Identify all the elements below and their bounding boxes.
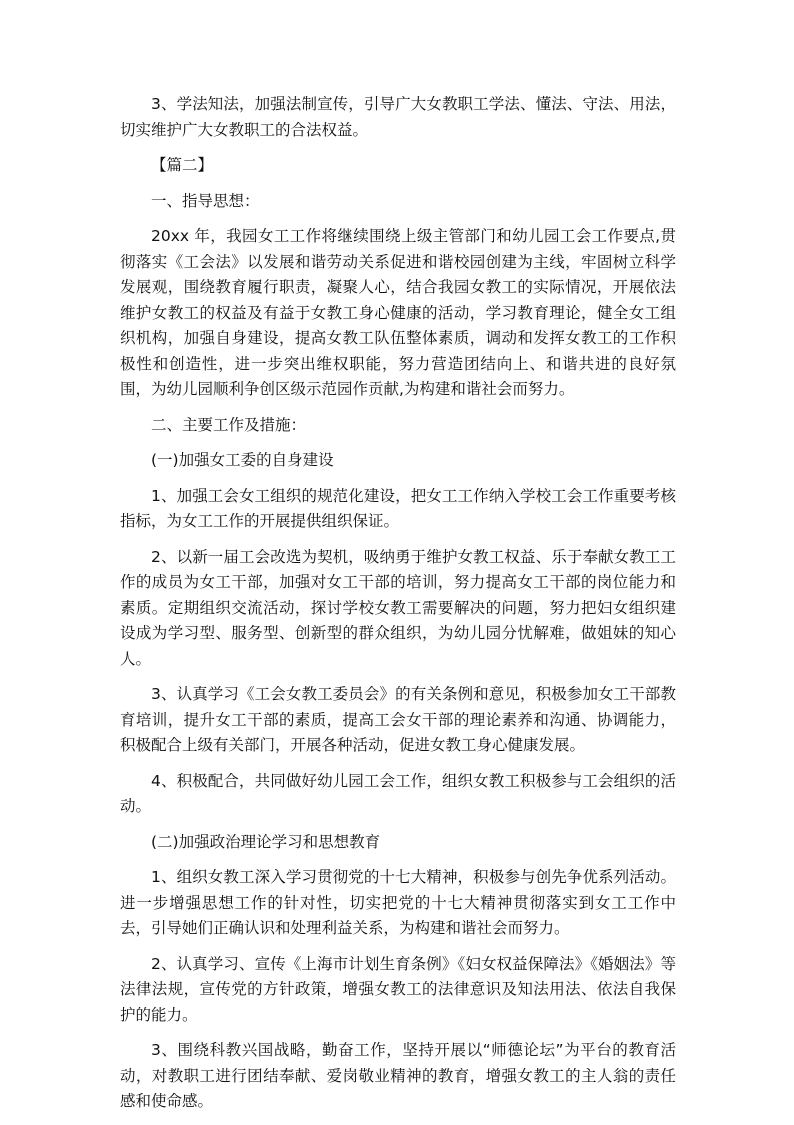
paragraph-item-1: 1、加强工会女工组织的规范化建设，把女工工作纳入学校工会工作重要考核指标，为女工工作的开展提供组织保证。 xyxy=(120,486,676,530)
heading-guiding-ideology: 一、指导思想： xyxy=(151,191,260,210)
subheading-political-study: (二)加强政治理论学习和思想教育 xyxy=(151,832,381,851)
paragraph-political-item-3: 3、围绕科教兴国战略，勤奋工作，坚持开展以“师德论坛”为平台的教育活动，对教职工进行团结奉献、爱岗敬业精神的教育，增强女教工的主人翁的责任感和使命感。 xyxy=(120,1041,676,1110)
section-title-part-two: 【篇二】 xyxy=(151,156,214,174)
paragraph-political-item-2: 2、认真学习、宣传《上海市计划生育条例》《妇女权益保障法》《婚姻法》等法律法规，宣传党的方针政策，增强女教工的法律意识及知法用法、依法自我保护的能力。 xyxy=(120,954,676,1024)
heading-main-work: 二、主要工作及措施： xyxy=(151,415,307,434)
paragraph-guiding-ideology: 20xx 年，我园女工工作将继续围绕上级主管部门和幼儿园工会工作要点,贯彻落实《工会法》以发展和谐劳动关系促进和谐校园创建为主线，牢固树立科学发展观，围绕教育履行职责，凝聚人心，结合我园女教工的实际情况，开展依法维护女教工的权益及有益于女教工身心健康的活动，学习教育理论，健全女工组织机构，加强自身建设，提高女教工队伍整体素质，调动和发挥女教工的工作积极性和创造性，进一步突出维权职能，努力营造团结向上、和谐共进的良好氛围，为幼儿园顺利争创区级示范园作贡献,为构建和谐社会而努力。 xyxy=(120,227,676,398)
paragraph-item-2: 2、以新一届工会改选为契机，吸纳勇于维护女教工权益、乐于奉献女教工工作的成员为女工干部，加强对女工干部的培训，努力提高女工干部的岗位能力和素质。定期组织交流活动，探讨学校女教工需要解决的问题，努力把妇女组织建设成为学习型、服务型、创新型的群众组织，为幼儿园分忧解难，做姐妹的知心人。 xyxy=(120,547,676,668)
paragraph-item-4: 4、积极配合，共同做好幼儿园工会工作，组织女教工积极参与工会组织的活动。 xyxy=(120,771,676,815)
subheading-self-construction: (一)加强女工委的自身建设 xyxy=(151,451,334,469)
paragraph-law-awareness: 3、学法知法，加强法制宣传，引导广大女教职工学法、懂法、守法、用法，切实维护广大女教职工的合法权益。 xyxy=(120,95,676,139)
paragraph-item-3: 3、认真学习《工会女教工委员会》的有关条例和意见，积极参加女工干部教育培训，提升女工干部的素质，提高工会女干部的理论素养和沟通、协调能力，积极配合上级有关部门，开展各种活动，促进女教工身心健康发展。 xyxy=(120,685,676,754)
document-body xyxy=(120,92,676,1125)
paragraph-political-item-1: 1、组织女教工深入学习贯彻党的十七大精神，积极参与创先争优系列活动。进一步增强思想工作的针对性，切实把党的十七大精神贯彻落实到女工工作中去，引导她们正确认识和处理利益关系，为构建和谐社会而努力。 xyxy=(120,868,676,937)
